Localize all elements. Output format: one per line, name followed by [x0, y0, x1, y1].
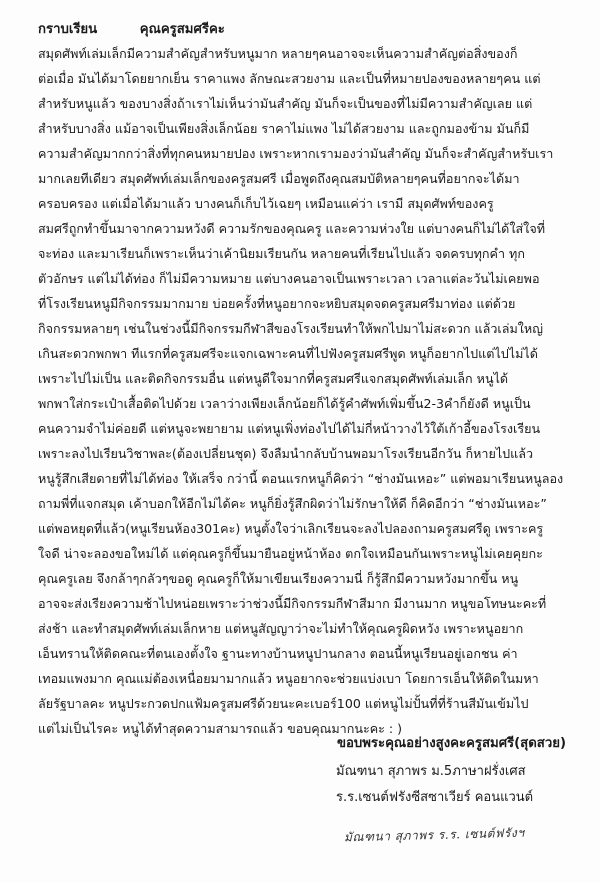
letter-line: แต่ไม่เป็นไรคะ หนูได้ทำสุดความสามารถแล้ว ขอบคุณมากนะคะ : )	[38, 721, 403, 736]
letter-line: ตัวอักษร แต่ไม่ได้ท่อง ก็ไม่มีความหมาย แต่บางคนอาจเป็นเพราะเวลา เวลาแต่ละวันไม่เคยพอ	[38, 271, 540, 286]
signature-school-line: ร.ร.เซนต์ฟรังซีสซาเวียร์ คอนแวนต์	[336, 790, 534, 805]
letter-line: สมุดศัพท์เล่มเล็กมีความสำคัญสำหรับหนูมาก หลายๆคนอาจจะเห็นความสำคัญต่อสิ่งของก็	[38, 46, 518, 61]
letter-line: สำหรับบางสิ่ง แม้อาจเป็นเพียงสิ่งเล็กน้อย ราคาไม่แพง ไม่ได้สวยงาม และถูกมองข้าม มันก็มี	[38, 121, 530, 136]
salutation: กราบเรียน	[38, 22, 98, 37]
letter-line: เทอมแพงมาก คุณแม่ต้องเหนื่อยมามากแล้ว หนูอยากจะช่วยแบ่งเบา โดยการเอ็นให้ติดในมหา	[38, 671, 539, 686]
letter-line: จะท่อง และมาเรียนก็เพราะเห็นว่าเค้านิยมเรียนกัน หลายคนที่เรียนไปแล้ว จดครบทุกคำ ทุก	[38, 246, 525, 261]
letter-line: คนความจำไม่ค่อยดี แต่หนูจะพยายาม แต่หนูเพิ่งท่องไปได้ไม่กี่หน้าวางไว้ใต้เก้าอี้ของโรงเรียน	[38, 421, 541, 436]
letter-line: คุณครูเลย จึงกล้าๆกลัวๆขอดู คุณครูก็ให้มาเขียนเรียงความนี่ ก็รู้สึกมีความหวังมากขึ้น หนู	[38, 571, 519, 586]
letter-line: ที่โรงเรียนหนูมีกิจกรรมมากมาย บ่อยครั้งที่หนูอยากจะหยิบสมุดจดครูสมศรีมาท่อง แต่ด้วย	[38, 296, 516, 311]
letter-line: ส่งช้า และทำสมุดศัพท์เล่มเล็กหาย แต่หนูสัญญาว่าจะไม่ทำให้คุณครูผิดหวัง เพราะหนูอยาก	[38, 621, 524, 636]
recipient-name: คุณครูสมศรีคะ	[139, 22, 225, 37]
letter-line: สำหรับหนูแล้ว ของบางสิ่งถ้าเราไม่เห็นว่ามันสำคัญ มันก็จะเป็นของที่ไม่มีความสำคัญเลย แต่	[38, 96, 533, 111]
letter-line: พกพาใส่กระเป๋าเสื้อติดไปด้วย เวลาว่างเพียงเล็กน้อยก็ได้รู้คำศัพท์เพิ่มขึ้น2-3คำก็ยังดี หนูเป็น	[38, 396, 531, 411]
letter-line: กิจกรรมหลายๆ เช่นในช่วงนี้มีกิจกรรมกีฬาสีของโรงเรียนทำให้พกไปมาไม่สะดวก แล้วเล่มใหญ่	[38, 321, 543, 336]
handwritten-signature: มัณฑนา สุภาพร ร.ร. เซนต์ฟรังฯ	[343, 825, 525, 845]
letter-line: ใจดี น่าจะลองขอใหม่ได้ แต่คุณครูก็ขึ้นมายืนอยู่หน้าห้อง ตกใจเหมือนกันเพราะหนูไม่เคยคุยกะ	[38, 546, 543, 561]
letter-line: เอ็นทรานให้ติดคณะที่ตนเองตั้งใจ ฐานะทางบ้านหนูปานกลาง ตอนนี้หนูเรียนอยู่เอกชน ค่า	[38, 646, 518, 661]
letter-line: หนูรู้สึกเสียดายที่ไม่ได้ท่อง ให้เสร็จ กว่านี้ ตอนแรกหนูก็คิดว่า “ช่างมันเหอะ” แต่พอมาเรียนหนูลอง	[38, 471, 564, 486]
letter-line: แต่พอหยุดที่แล้ว(หนูเรียนห้อง301คะ) หนูตั้งใจว่าเลิกเรียนจะลงไปลองถามครูสมศรีดู เพราะครู	[38, 521, 544, 536]
letter-line: ลัยรัฐบาลคะ หนูประกวดปกแฟ้มครูสมศรีด้วยนะคะเบอร์100 แต่หนูไม่ปั้นที่ที่ร้านสีมันเข้มไป	[38, 696, 529, 711]
letter-line: ต่อเมื่อ มันได้มาโดยยากเย็น ราคาแพง ลักษณะสวยงาม และเป็นที่หมายปองของหลายๆคน แต่	[38, 71, 541, 86]
letter-line: เกินสะดวกพกพา ทีแรกที่ครูสมศรีจะแจกเฉพาะคนที่ไปฟังครูสมศรีพูด หนูก็อยากไปแต่ไปไม่ได้	[38, 346, 538, 361]
letter-line: ความสำคัญมากกว่าสิ่งที่ทุกคนหมายปอง เพราะหากเรามองว่ามันสำคัญ มันก็จะสำคัญสำหรับเรา	[38, 146, 554, 161]
letter-line: เพราะลงไปเรียนวิชาพละ(ต้องเปลี่ยนชุด) จึงลืมนำกลับบ้านพอมาโรงเรียนอีกวัน ก็หายไปแล้ว	[38, 446, 534, 461]
letter-line: สมศรีถูกทำขึ้นมาจากความหวังดี ความรักของคุณครู และความห่วงใย แต่บางคนก็ไม่ได้ใส่ใจที่	[38, 221, 545, 236]
letter-line: ครอบครอง แต่เมื่อได้มาแล้ว บางคนก็เก็บไว้เฉยๆ เหมือนแค่ว่า เรามี สมุดศัพท์ของครู	[38, 196, 494, 211]
letter-line: เพราะไปไม่เป็น และติดกิจกรรมอื่น แต่หนูดีใจมากที่ครูสมศรีแจกสมุดศัพท์เล่มเล็ก หนูได้	[38, 371, 509, 386]
greeting-line	[38, 18, 225, 39]
letter-line: มากเลยทีเดียว สมุดศัพท์เล่มเล็กของครูสมศรี เมื่อพูดถึงคุณสมบัติหลายๆคนที่อยากจะได้มา	[38, 171, 520, 186]
letter-line: อาจจะส่งเรียงความช้าไปหน่อยเพราะว่าช่วงนี้มีกิจกรรมกีฬาสีมาก มีงานมาก หนูขอโทษนะคะที่	[38, 596, 547, 611]
signature-name-line: มัณฑนา สุภาพร ม.5ภาษาฝรั่งเศส	[336, 764, 526, 779]
closing-line: ขอบพระคุณอย่างสูงคะครูสมศรี(สุดสวย)	[336, 736, 566, 751]
letter-line: ถามพี่ที่แจกสมุด เค้าบอกให้อีกไม่ได้คะ หนูก็ยิ่งรู้สึกผิดว่าไม่รักษาให้ดี ก็คิดอีกว่า “ช่างมันเหอะ”	[38, 496, 547, 511]
